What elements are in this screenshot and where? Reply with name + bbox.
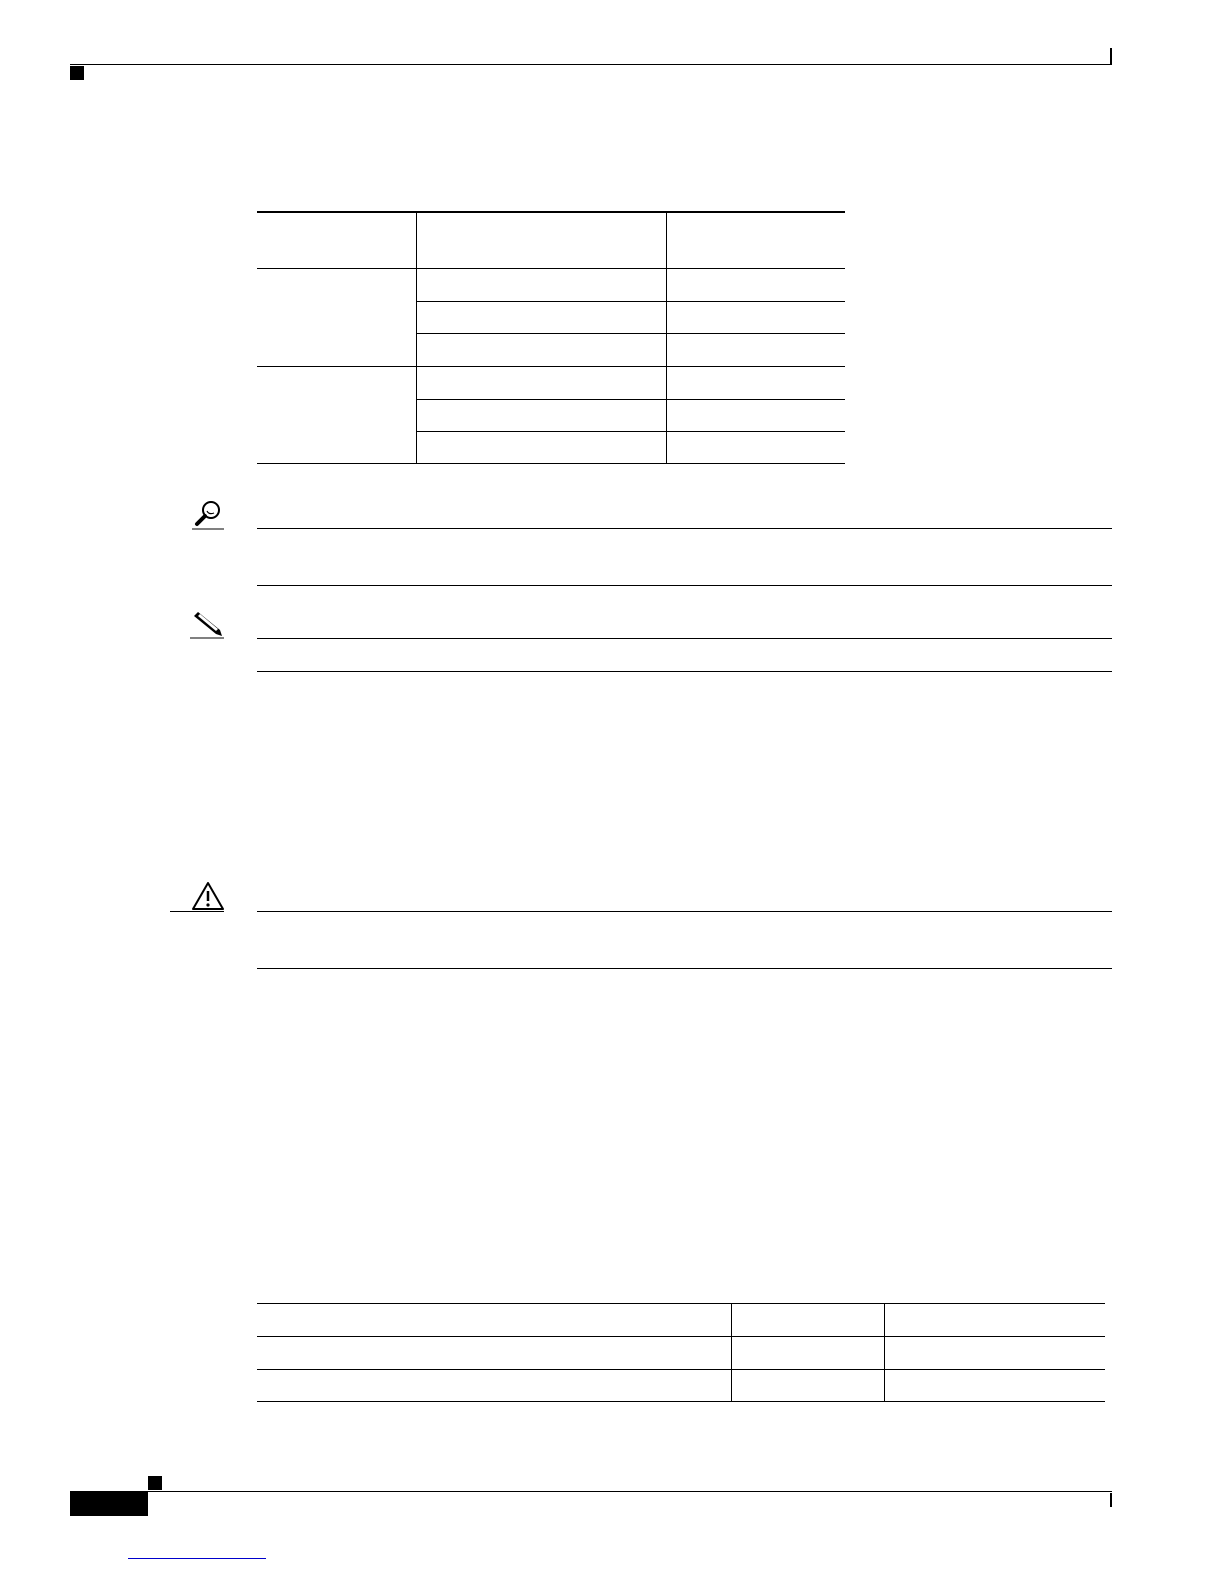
footer-link-underline[interactable]: [128, 1558, 266, 1559]
table-2-col-divider-1: [731, 1303, 732, 1402]
footer-page-tab: [70, 1491, 148, 1516]
table-1-row-rule: [416, 301, 845, 302]
table-2-row-rule: [257, 1369, 1105, 1370]
header-square-marker: [70, 66, 84, 80]
caution-top-rule: [257, 911, 1112, 912]
note-top-rule: [257, 638, 1112, 639]
table-1-row-rule: [416, 333, 845, 334]
table-1-row-rule: [416, 399, 845, 400]
caution-bottom-rule: [257, 968, 1112, 969]
note-bottom-rule: [257, 671, 1112, 672]
header-rule: [70, 64, 1112, 65]
tip-bottom-rule: [257, 585, 1112, 586]
table-1-top-rule: [257, 211, 845, 213]
table-2-top-rule: [257, 1303, 1105, 1304]
table-2-header-rule: [257, 1336, 1105, 1337]
tip-top-rule: [257, 528, 1112, 529]
footer-small-square: [148, 1476, 162, 1490]
table-1-header-rule: [257, 268, 845, 269]
footer-rule: [148, 1491, 1112, 1492]
table-2-col-divider-2: [884, 1303, 885, 1402]
header-right-tick: [1110, 48, 1112, 64]
table-2-bottom-rule: [257, 1401, 1105, 1402]
table-1-col-divider-2: [666, 211, 667, 464]
caution-icon-underline: [170, 911, 224, 912]
magnifier-icon: [190, 498, 226, 532]
footer-right-tick: [1110, 1493, 1112, 1507]
warning-triangle-icon: [190, 880, 226, 912]
table-1-col-divider-1: [416, 211, 417, 464]
table-1-bottom-rule: [257, 463, 845, 464]
table-1-row-rule: [416, 431, 845, 432]
pencil-icon: [188, 610, 228, 640]
table-1-group-rule: [257, 366, 845, 367]
